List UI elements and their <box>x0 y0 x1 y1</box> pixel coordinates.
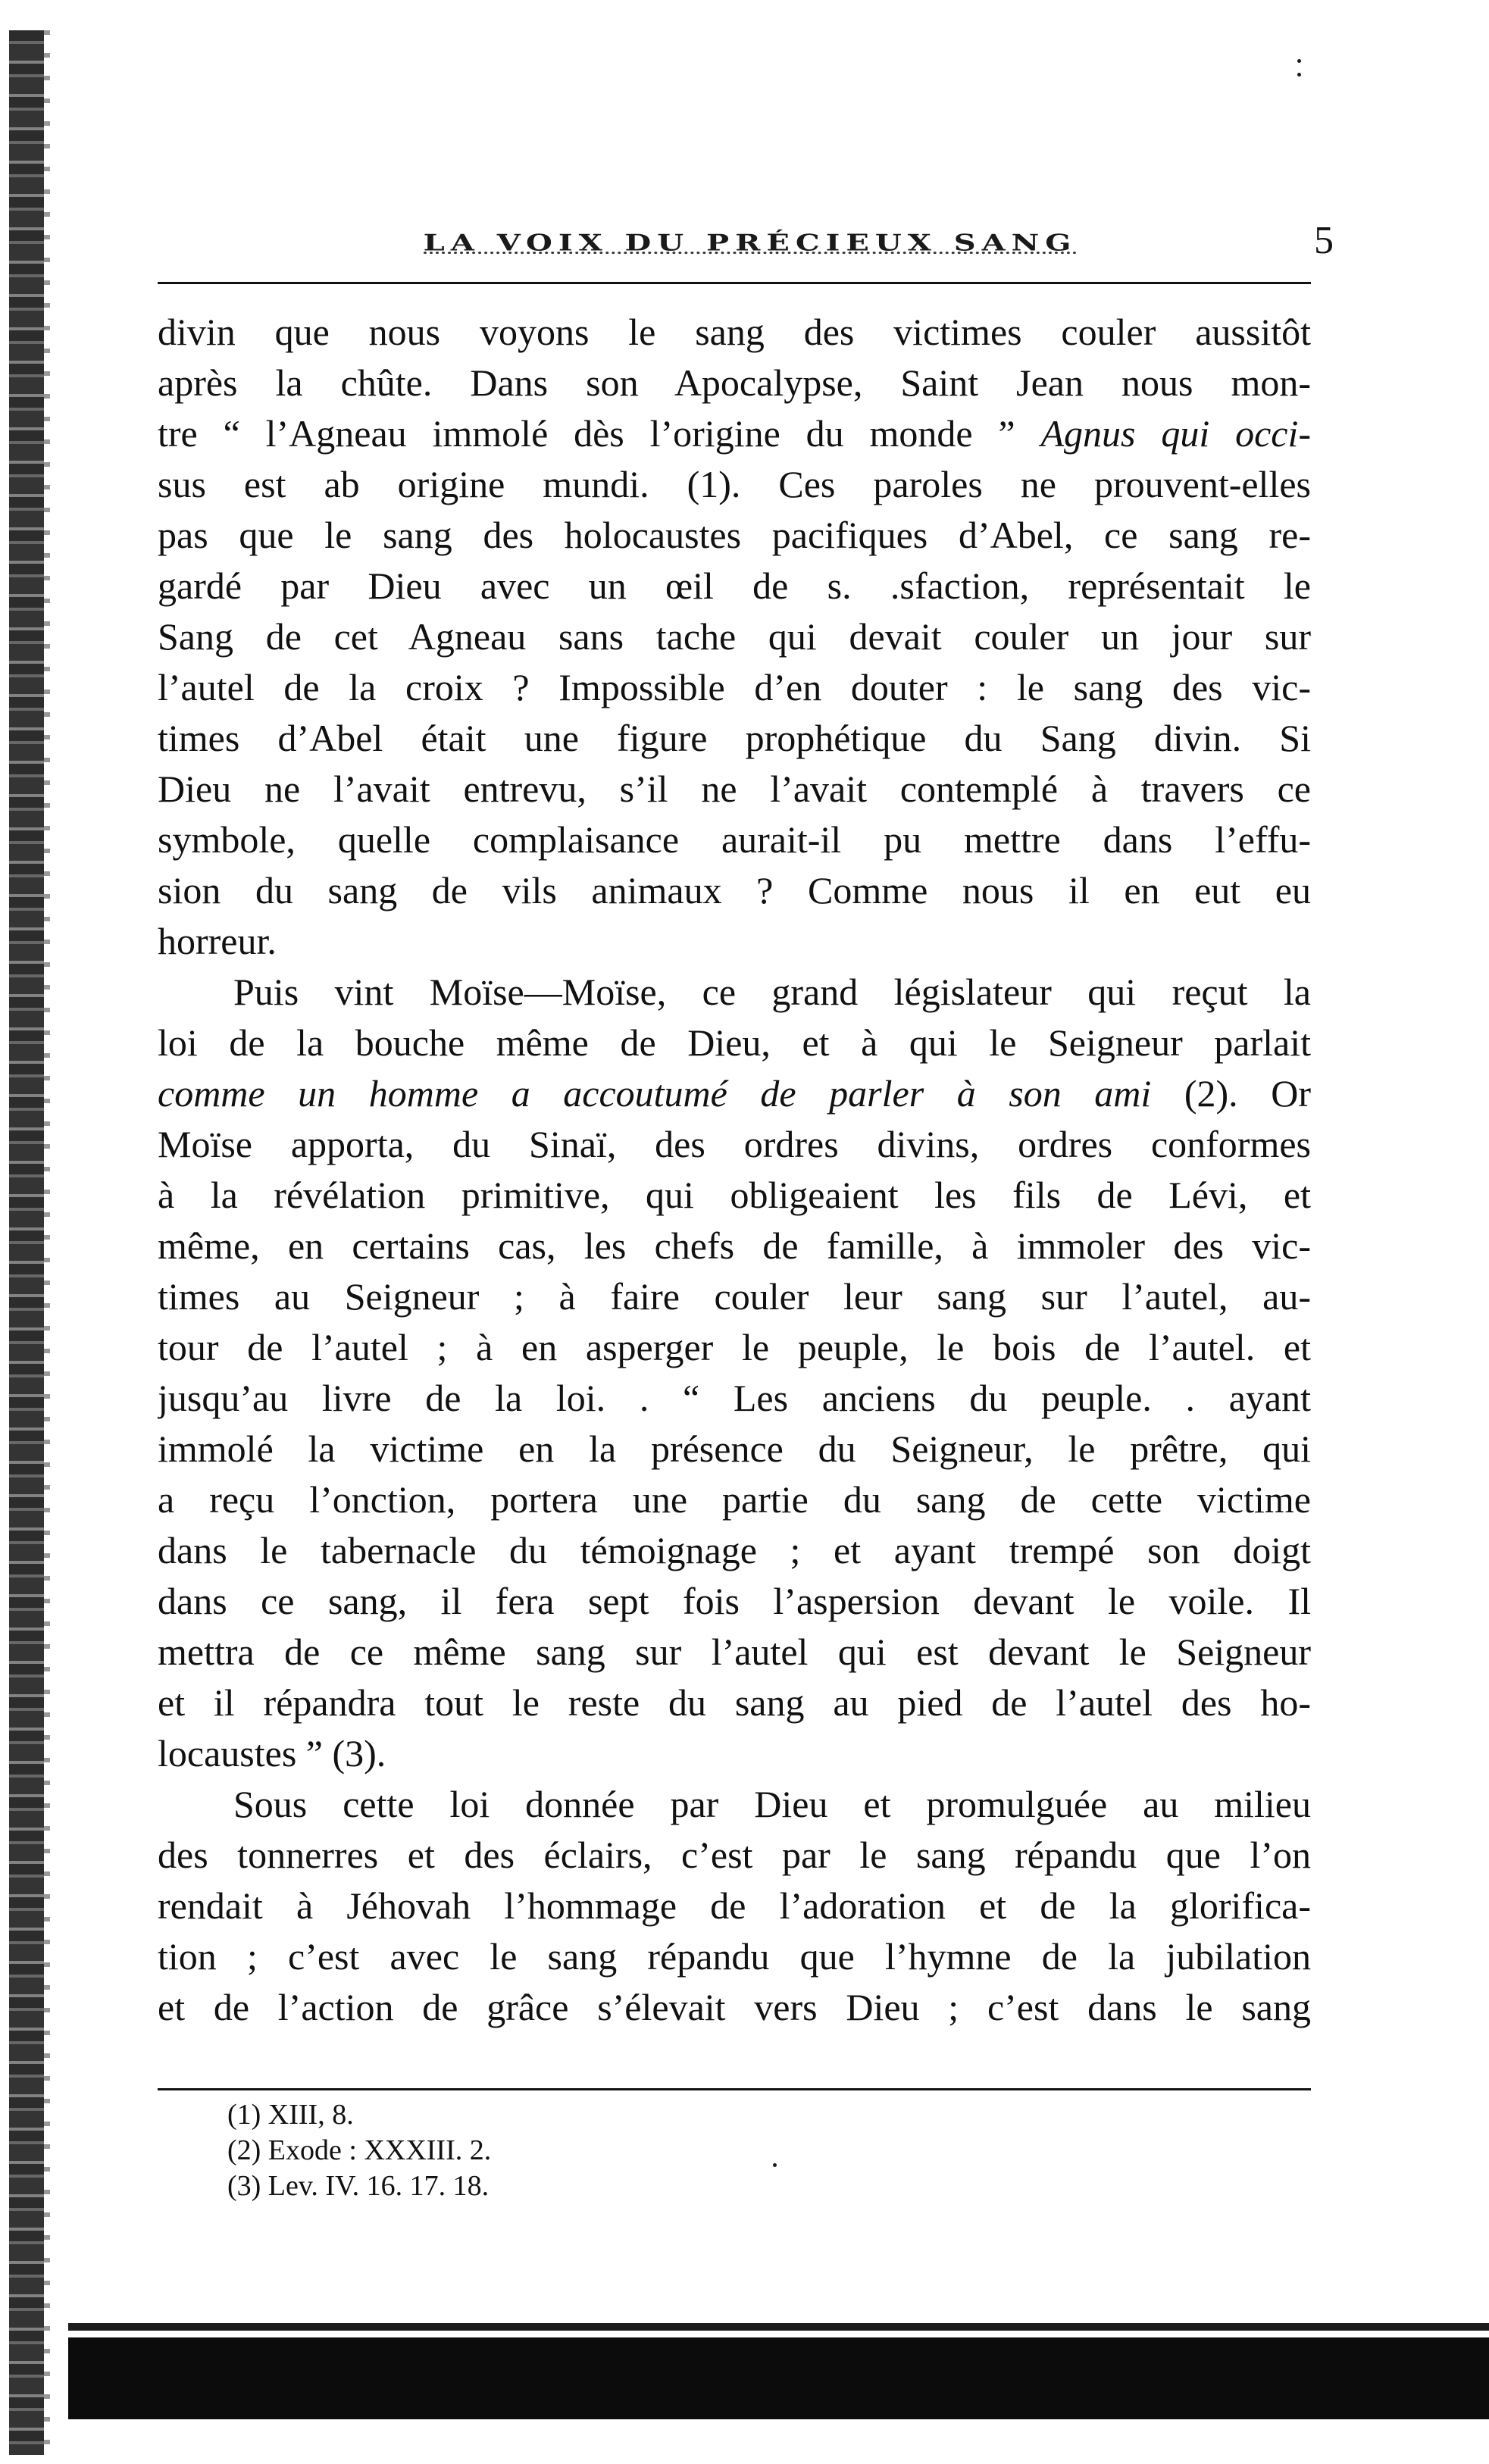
text-line: dans ce sang, il fera sept fois l’aspersion devant le voile. Il <box>158 1580 1311 1622</box>
text-line: mettra de ce même sang sur l’autel qui est devant le Seigneur <box>158 1631 1311 1673</box>
scan-speck <box>1297 73 1301 77</box>
text-line-italic: Agnus qui occi- <box>1040 412 1311 455</box>
text-line: même, en certains cas, les chefs de famille, à immoler des vic- <box>158 1224 1311 1267</box>
running-head <box>189 220 1311 265</box>
scan-bottom-band <box>68 2337 1489 2419</box>
text-line: Sang de cet Agneau sans tache qui devait couler un jour sur <box>158 615 1311 658</box>
text-line <box>158 1068 1311 1119</box>
text-line: times au Seigneur ; à faire couler leur sang sur l’autel, au- <box>158 1275 1311 1318</box>
footnote-rule <box>158 2088 1311 2090</box>
text-line: locaustes ” (3). <box>158 1732 386 1775</box>
text-line: loi de la bouche même de Dieu, et à qui le Seigneur parlait <box>158 1021 1311 1064</box>
text-line: Moïse apporta, du Sinaï, des ordres divins, ordres conformes <box>158 1123 1311 1165</box>
scan-speck <box>1297 59 1301 63</box>
footnotes <box>227 2097 909 2204</box>
text-line: immolé la victime en la présence du Seigneur, le prêtre, qui <box>158 1427 1311 1470</box>
text-line: dans le tabernacle du témoignage ; et ayant trempé son doigt <box>158 1529 1311 1571</box>
text-line: sus est ab origine mundi. (1). Ces paroles ne prouvent-elles <box>158 463 1311 505</box>
text-line: a reçu l’onction, portera une partie du sang de cette victime <box>158 1478 1311 1521</box>
footnote: (3) Lev. IV. 16. 17. 18. <box>227 2170 490 2202</box>
text-line: après la chûte. Dans son Apocalypse, Saint Jean nous mon- <box>158 361 1311 404</box>
text-line: et il répandra tout le reste du sang au pied de l’autel des ho- <box>158 1681 1311 1724</box>
text-line: tour de l’autel ; à en asperger le peuple, le bois de l’autel. et <box>158 1326 1311 1368</box>
text-line: symbole, quelle complaisance aurait-il pu mettre dans l’effu- <box>158 818 1311 861</box>
text-line: Sous cette loi donnée par Dieu et promulguée au milieu <box>233 1783 1311 1825</box>
text-line: times d’Abel était une figure prophétique du Sang divin. Si <box>158 717 1311 759</box>
text-line: sion du sang de vils animaux ? Comme nous il en eut eu <box>158 869 1311 911</box>
page-number: 5 <box>1314 219 1334 262</box>
text-line: l’autel de la croix ? Impossible d’en douter : le sang des vic- <box>158 666 1311 708</box>
scan-bottom-edge <box>68 2323 1489 2331</box>
text-line-italic: comme un homme a accoutumé de parler à son ami <box>158 1072 1152 1115</box>
text-line: Dieu ne l’avait entrevu, s’il ne l’avait contemplé à travers ce <box>158 768 1311 810</box>
text-line: rendait à Jéhovah l’hommage de l’adoration et de la glorifica- <box>158 1884 1311 1927</box>
text-line: jusqu’au livre de la loi. . “ Les anciens du peuple. . ayant <box>158 1377 1311 1419</box>
text-line-roman: (2). Or <box>1151 1072 1311 1115</box>
footnote: (1) XIII, 8. <box>227 2099 354 2131</box>
text-line: à la révélation primitive, qui obligeaient les fils de Lévi, et <box>158 1174 1311 1216</box>
running-title: LA VOIX DU PRÉCIEUX SANG <box>423 229 1078 256</box>
binding-edge-shadow <box>44 30 50 2455</box>
text-line: gardé par Dieu avec un œil de s. .sfaction, représentait le <box>158 564 1311 607</box>
text-line: tion ; c’est avec le sang répandu que l’hymne de la jubilation <box>158 1935 1311 1978</box>
binding-edge-artifact <box>9 30 44 2455</box>
text-line: pas que le sang des holocaustes pacifiques d’Abel, ce sang re- <box>158 514 1311 556</box>
text-line: et de l’action de grâce s’élevait vers Dieu ; c’est dans le sang <box>158 1986 1311 2028</box>
footnote: (2) Exode : XXXIII. 2. <box>227 2134 492 2166</box>
text-line: des tonnerres et des éclairs, c’est par le sang répandu que l’on <box>158 1834 1311 1876</box>
text-line: divin que nous voyons le sang des victimes couler aussitôt <box>158 311 1311 353</box>
text-line: horreur. <box>158 920 277 962</box>
text-line <box>158 408 1311 459</box>
header-rule <box>158 282 1311 284</box>
text-line: Puis vint Moïse—Moïse, ce grand législateur qui reçut la <box>233 971 1311 1013</box>
body-text <box>158 307 1311 2033</box>
text-line-roman: tre “ l’Agneau immolé dès l’origine du monde ” <box>158 412 1015 455</box>
